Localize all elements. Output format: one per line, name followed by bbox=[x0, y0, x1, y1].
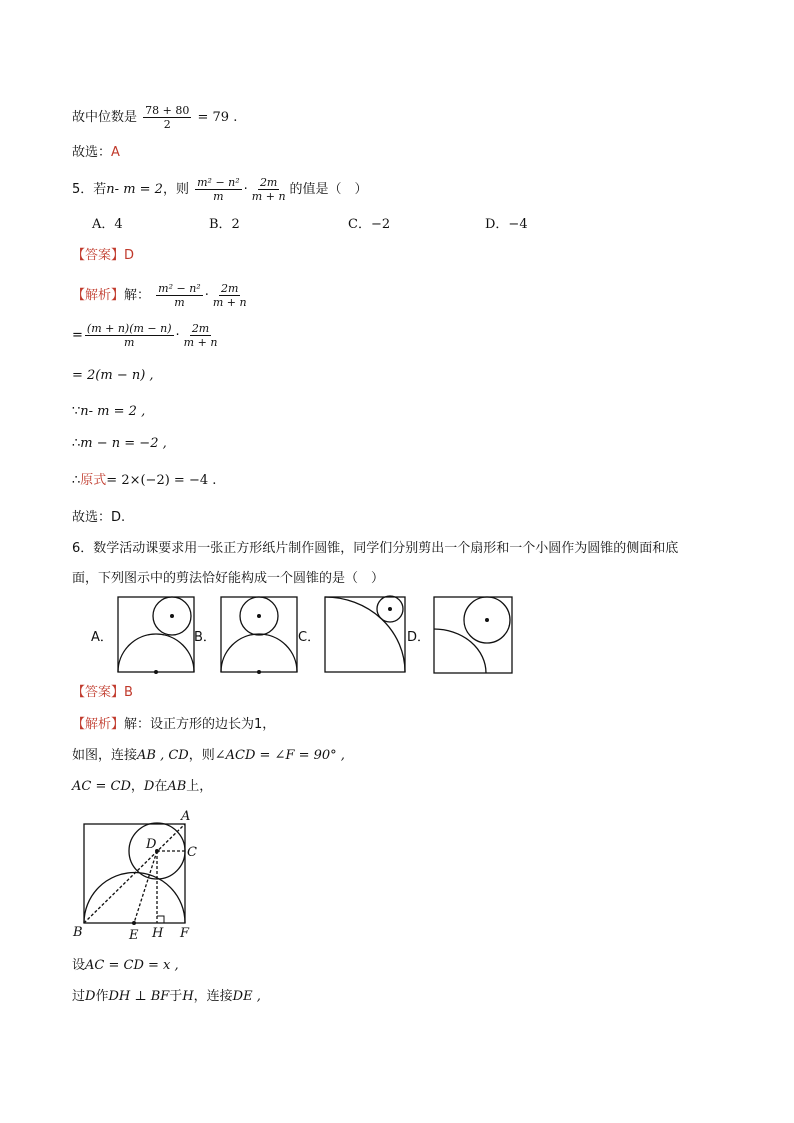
q5-answer-label: 【答案】 bbox=[72, 248, 125, 263]
prev-answer-label: 故选： bbox=[72, 145, 112, 160]
q6-perp-foot: H bbox=[182, 989, 194, 1004]
q5-therefore1-expr: m − n = −2 , bbox=[80, 436, 167, 451]
q5-analysis-frac1-den: m bbox=[174, 296, 185, 309]
q6-option-a-label: A． bbox=[91, 630, 113, 645]
q6-perp-end: ，连接 bbox=[193, 989, 233, 1004]
q5-number: 5． bbox=[72, 182, 94, 197]
q6-eq-seg: AB bbox=[167, 779, 187, 794]
q5-condition: n- m = 2 bbox=[106, 182, 163, 197]
q5-because-expr: n- m = 2 , bbox=[80, 404, 146, 419]
q5-analysis-frac1-num: m² − n² bbox=[158, 282, 201, 295]
q6-perp-mid: 作 bbox=[95, 989, 109, 1004]
q5-step2-frac2-num: 2m bbox=[191, 322, 210, 335]
q5-answer-value: D bbox=[124, 248, 135, 263]
q5-frac2-den: m + n bbox=[251, 190, 286, 203]
q6-eq-on: 在 bbox=[154, 779, 168, 794]
q6-stem-text-1: 数学活动课要求用一张正方形纸片制作圆锥，同学们分别剪出一个扇形和一个小圆作为圆锥的侧面和底 bbox=[93, 541, 679, 556]
q6-connect-mid: ，则 bbox=[188, 748, 215, 763]
median-suffix: = 79 . bbox=[197, 110, 238, 125]
label-h: H bbox=[152, 926, 164, 941]
q6-number: 6． bbox=[72, 541, 94, 556]
median-numerator: 78 + 80 bbox=[145, 104, 190, 117]
label-b: B bbox=[73, 925, 83, 940]
q5-analysis-intro: 解： bbox=[124, 288, 151, 303]
point-e-dot bbox=[132, 921, 136, 925]
segment-ab bbox=[84, 824, 185, 923]
q5-original-label: 原式 bbox=[80, 473, 107, 488]
q5-option-b: B．2 bbox=[209, 217, 240, 232]
q5-option-d: D．−4 bbox=[485, 217, 528, 232]
q6-let-line bbox=[72, 956, 179, 976]
q5-frac1-den: m bbox=[213, 190, 224, 203]
q6-eq-mid: ， bbox=[130, 779, 144, 794]
median-prefix: 故中位数是 bbox=[72, 110, 138, 125]
q6-connect-expr: AB , CD bbox=[137, 748, 189, 763]
label-f: F bbox=[180, 926, 190, 941]
q6-let-prefix: 设 bbox=[72, 958, 86, 973]
label-a: A bbox=[181, 809, 191, 824]
q6-perp-at: 于 bbox=[169, 989, 183, 1004]
q5-step-3: = 2(m − n) , bbox=[72, 368, 154, 383]
q6-perp-prefix: 过 bbox=[72, 989, 86, 1004]
q6-let-expr: AC = CD = x , bbox=[85, 958, 179, 973]
q5-analysis: 【解析】解： $\frac{\text{m² − n²}}{m}$ · $\frac{2m}{m + n}$ bbox=[72, 282, 247, 309]
q5-analysis-frac2-den: m + n bbox=[212, 296, 247, 309]
q5-analysis-frac2-num: 2m bbox=[221, 282, 239, 295]
q6-eq-end: 上， bbox=[186, 779, 213, 794]
q5-step2-frac2-den: m + n bbox=[183, 336, 218, 349]
q6-option-d-label: D． bbox=[407, 630, 431, 645]
q5-step2-den: m bbox=[124, 336, 135, 349]
q5-stem-suffix: 的值是（ ） bbox=[289, 182, 368, 197]
q5-stem: 5．若n- m = 2，则 $\frac{\text{m² − n²}}{m}$ · $\frac{2m}{m + n}$ 的值是（ ） bbox=[72, 176, 368, 203]
q6-perp-expr: DH ⊥ BF bbox=[108, 989, 170, 1004]
q6-perp-seg: DE , bbox=[232, 989, 261, 1004]
prev-answer-value: A bbox=[111, 145, 120, 160]
q5-option-a: A．4 bbox=[92, 217, 123, 232]
median-denominator: 2 bbox=[163, 118, 171, 131]
q5-step2-num: (m + n)(m − n) bbox=[86, 322, 172, 335]
right-angle-mark bbox=[157, 916, 164, 923]
q6-answer-label: 【答案】 bbox=[72, 685, 125, 700]
q6-connect-prefix: 如图，连接 bbox=[72, 748, 138, 763]
q6-analysis-label: 【解析】 bbox=[72, 717, 125, 732]
q5-stem-prefix: 若 bbox=[93, 182, 107, 197]
q5-analysis-label: 【解析】 bbox=[72, 288, 125, 303]
q5-step-2: = $\frac{(m + n)(m - n)}{m}$ · $\frac{2m}{m + n}$ bbox=[72, 322, 218, 349]
q5-option-c: C．−2 bbox=[348, 217, 391, 232]
q6-eq-expr: AC = CD bbox=[72, 779, 131, 794]
q6-perp-line bbox=[72, 987, 261, 1007]
q5-conclusion-value: D. bbox=[111, 510, 126, 525]
q6-perp-point: D bbox=[85, 989, 96, 1004]
q5-frac1-num: m² − n² bbox=[197, 176, 240, 189]
q6-analysis-text: 解：设正方形的边长为1， bbox=[124, 717, 276, 732]
q6-stem-line-2: 面，下列图示中的剪法恰好能构成一个圆锥的是（ ） bbox=[72, 571, 385, 586]
q5-frac2-num: 2m bbox=[259, 176, 278, 189]
q6-eq-point: D bbox=[143, 779, 155, 794]
q5-conclusion-label: 故选： bbox=[72, 510, 112, 525]
segment-de bbox=[134, 851, 157, 923]
q6-option-b-label: B． bbox=[194, 630, 216, 645]
q5-therefore2-expr: = 2×(−2) = −4 . bbox=[106, 473, 217, 488]
q6-answer-value: B bbox=[124, 685, 133, 700]
therefore-symbol: ∴ bbox=[72, 473, 81, 488]
label-c: C bbox=[187, 845, 197, 860]
because-symbol: ∵ bbox=[72, 404, 81, 419]
q5-stem-mid: ，则 bbox=[162, 182, 189, 197]
analysis-semicircle bbox=[84, 873, 185, 924]
q6-option-c-label: C． bbox=[298, 630, 321, 645]
therefore-symbol: ∴ bbox=[72, 436, 81, 451]
q6-connect-angle: ∠ACD = ∠F = 90° , bbox=[214, 748, 345, 763]
label-e: E bbox=[129, 928, 139, 943]
label-d: D bbox=[146, 837, 157, 852]
